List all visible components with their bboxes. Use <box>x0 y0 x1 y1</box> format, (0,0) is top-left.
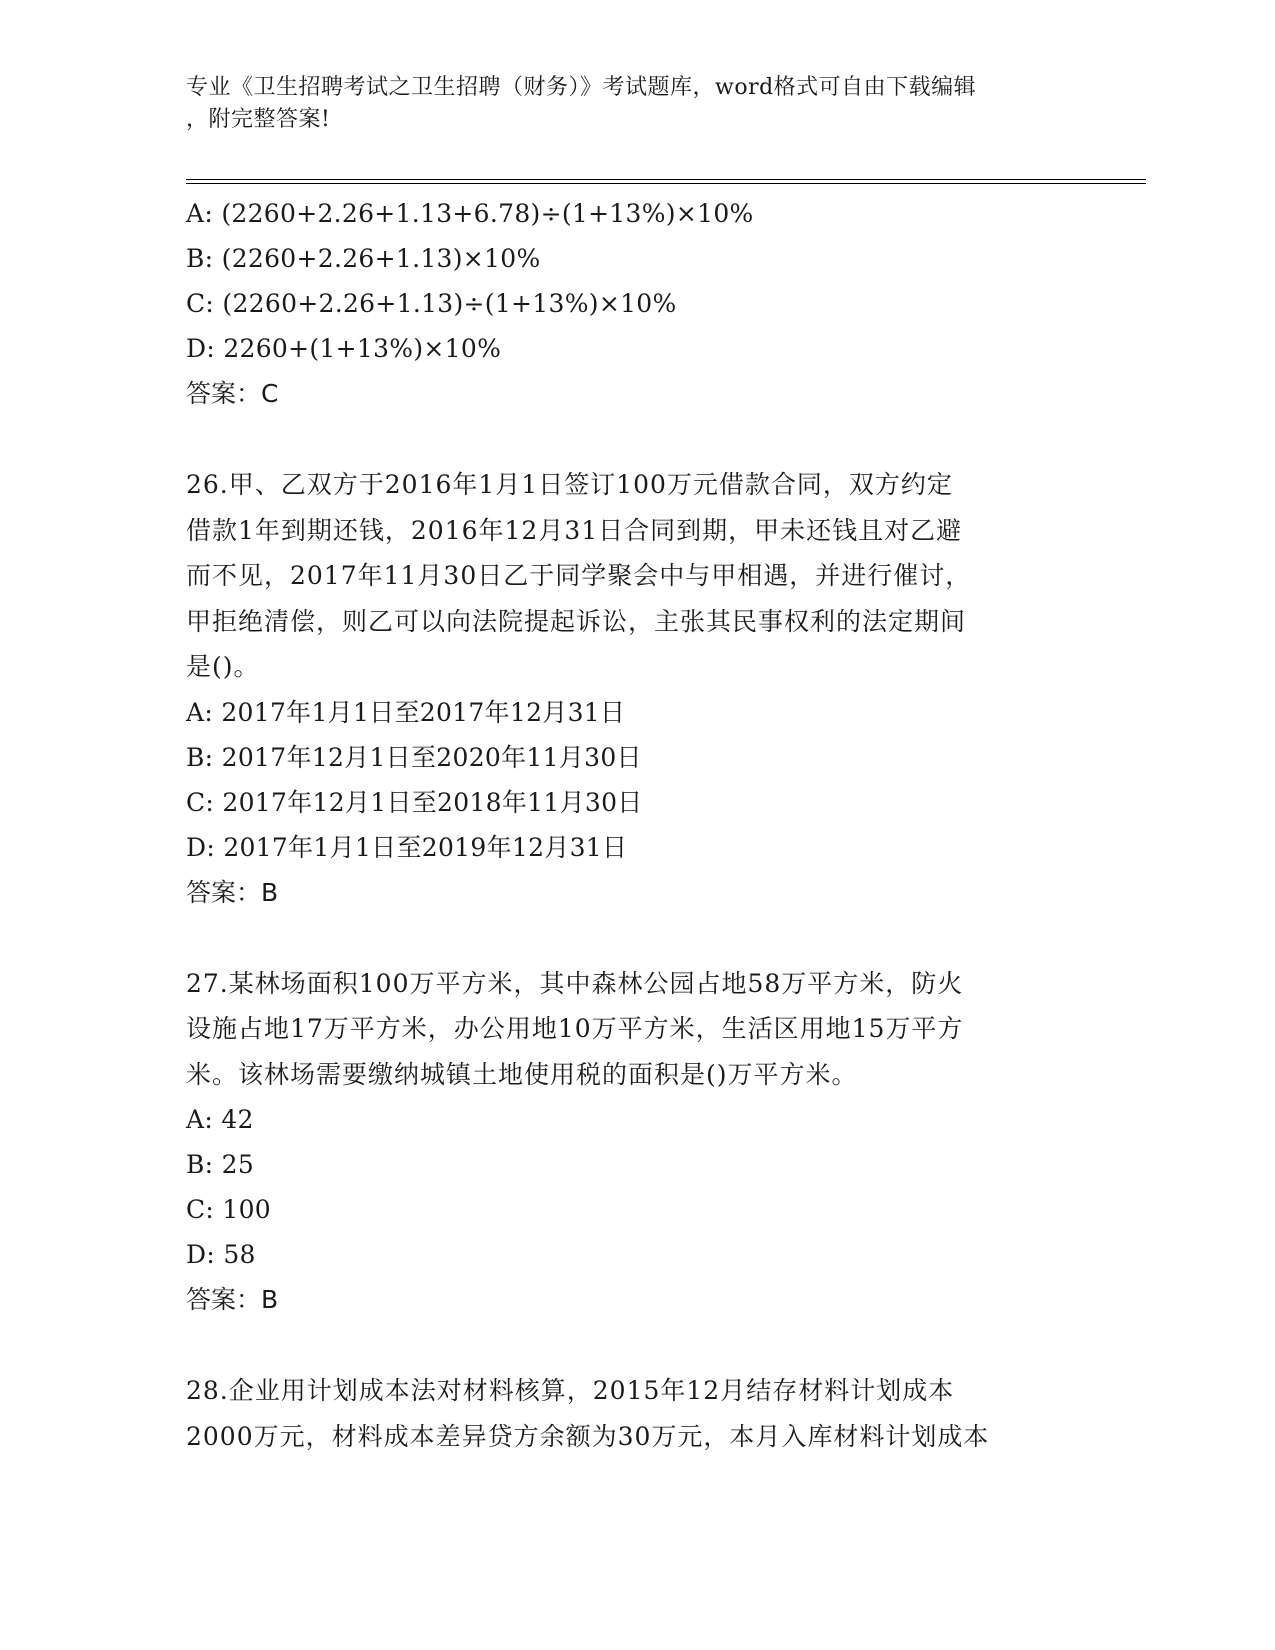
question-stem-line: 米。该林场需要缴纳城镇土地使用税的面积是()万平方米。 <box>186 1059 858 1089</box>
option-a: A: 2017年1月1日至2017年12月31日 <box>186 697 626 727</box>
header-rule-bottom <box>186 183 1146 184</box>
spacer <box>186 416 1066 462</box>
question-stem-line: 26.甲、乙双方于2016年1月1日签订100万元借款合同，双方约定 <box>186 470 953 499</box>
answer-label: 答案：B <box>186 1285 279 1314</box>
question-stem-line: 2000万元，材料成本差异贷方余额为30万元，本月入库材料计划成本 <box>186 1421 990 1451</box>
question-stem-line: 设施占地17万平方米，办公用地10万平方米，生活区用地15万平方 <box>186 1014 964 1043</box>
answer-label: 答案：C <box>186 379 279 408</box>
option-d: D: 58 <box>186 1240 256 1269</box>
document-header <box>186 72 1066 136</box>
option-b: B: 2017年12月1日至2020年11月30日 <box>186 742 642 772</box>
question-28 <box>186 1368 1066 1459</box>
question-stem-line: 27.某林场面积100万平方米，其中森林公园占地58万平方米，防火 <box>186 968 964 998</box>
question-stem-line: 而不见，2017年11月30日乙于同学聚会中与甲相遇，并进行催讨， <box>186 561 972 590</box>
answer-label: 答案：B <box>186 877 279 907</box>
spacer <box>186 1322 1066 1368</box>
option-a: A: 42 <box>186 1105 254 1134</box>
spacer <box>186 915 1066 961</box>
question-26 <box>186 462 1066 915</box>
question-stem-line: 借款1年到期还钱，2016年12月31日合同到期，甲未还钱且对乙避 <box>186 515 963 545</box>
question-stem-line: 是()。 <box>186 652 260 681</box>
question-stem-line: 甲拒绝清偿，则乙可以向法院提起诉讼，主张其民事权利的法定期间 <box>186 606 967 636</box>
question-27 <box>186 961 1066 1323</box>
option-c: C: 2017年12月1日至2018年11月30日 <box>186 787 643 817</box>
header-rule-top <box>186 179 1146 180</box>
option-d: D: 2017年1月1日至2019年12月31日 <box>186 832 628 862</box>
option-c: C: (2260+2.26+1.13)÷(1+13%)×10% <box>186 289 677 318</box>
header-title-line-1: 专业《卫生招聘考试之卫生招聘（财务）》考试题库，word格式可自由下载编辑 <box>186 75 977 100</box>
option-a: A: (2260+2.26+1.13+6.78)÷(1+13%)×10% <box>186 199 754 228</box>
option-d: D: 2260+(1+13%)×10% <box>186 334 502 363</box>
question-25-tail <box>186 191 1066 416</box>
option-b: B: 25 <box>186 1150 255 1179</box>
option-b: B: (2260+2.26+1.13)×10% <box>186 244 541 273</box>
option-c: C: 100 <box>186 1195 272 1224</box>
question-list <box>186 191 1066 1459</box>
question-stem-line: 28.企业用计划成本法对材料核算，2015年12月结存材料计划成本 <box>186 1376 955 1405</box>
header-title-line-2: ，附完整答案! <box>186 107 331 132</box>
